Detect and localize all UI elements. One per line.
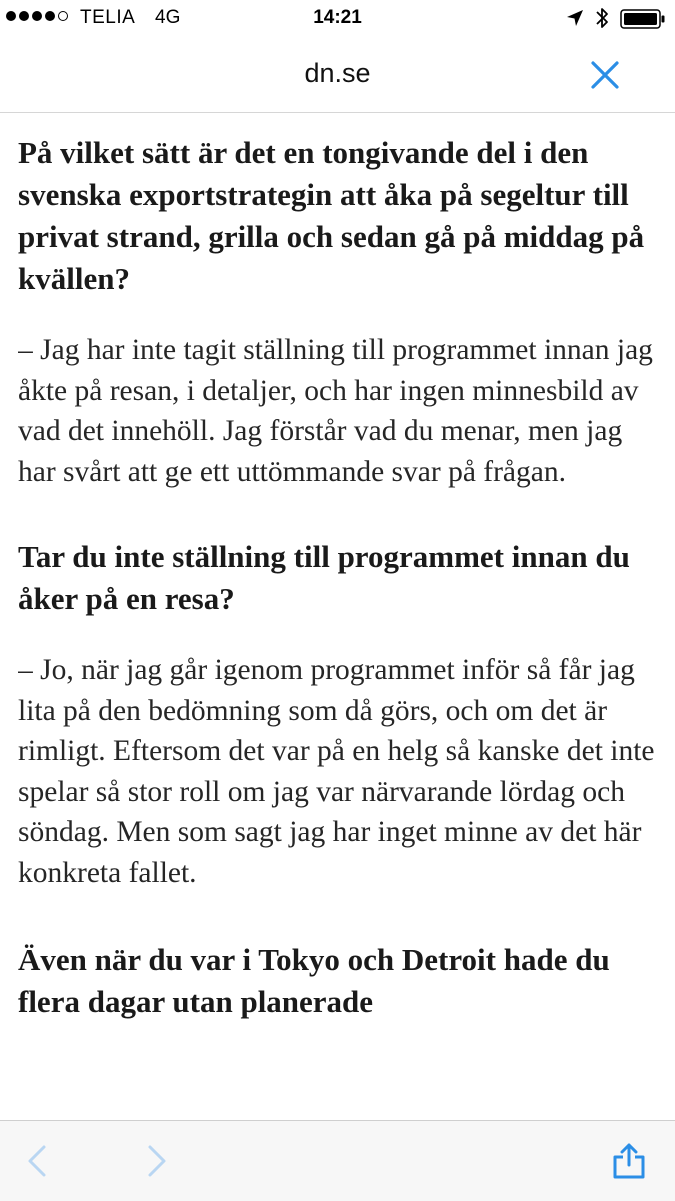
forward-button[interactable] bbox=[136, 1141, 176, 1181]
share-button[interactable] bbox=[609, 1141, 649, 1181]
close-button[interactable] bbox=[586, 56, 624, 94]
close-icon bbox=[586, 56, 624, 94]
status-time: 14:21 bbox=[313, 7, 362, 28]
url-bar bbox=[0, 38, 675, 113]
bluetooth-icon bbox=[594, 6, 610, 36]
status-bar bbox=[0, 0, 675, 38]
share-icon bbox=[609, 1141, 649, 1181]
network-type: 4G bbox=[155, 7, 181, 28]
location-arrow-icon bbox=[566, 9, 584, 33]
carrier-name: TELIA bbox=[80, 7, 136, 28]
article-question: Även när du var i Tokyo och Detroit hade du flera dagar utan planerade bbox=[18, 942, 610, 1019]
article-answer: – Jag har inte tagit ställning till programmet innan jag åkte på resan, i detaljer, och har ingen minnesbild av vad det innehöll. Jag förstår vad du menar, men jag har svårt att ge ett uttömmande svar på frågan. bbox=[18, 334, 653, 488]
article-body bbox=[18, 112, 663, 1120]
forward-icon bbox=[136, 1141, 176, 1181]
page-domain: dn.se bbox=[304, 58, 371, 88]
battery-icon bbox=[620, 9, 666, 35]
article-question: Tar du inte ställning till programmet innan du åker på en resa? bbox=[18, 539, 630, 616]
bottom-toolbar bbox=[0, 1120, 675, 1201]
article-answer: – Jo, när jag går igenom programmet inför så får jag lita på den bedömning som då görs, och om det är rimligt. Eftersom det var på en helg så kanske det inte spelar så stor roll om jag var närvarande lördag och söndag. Men som sagt jag har inget minne av det här konkreta fallet. bbox=[18, 654, 655, 889]
back-icon bbox=[18, 1141, 58, 1181]
back-button[interactable] bbox=[18, 1141, 58, 1181]
article-question: På vilket sätt är det en tongivande del i den svenska exportstrategin att åka på segeltur till privat strand, grilla och sedan gå på middag på kvällen? bbox=[18, 135, 645, 296]
